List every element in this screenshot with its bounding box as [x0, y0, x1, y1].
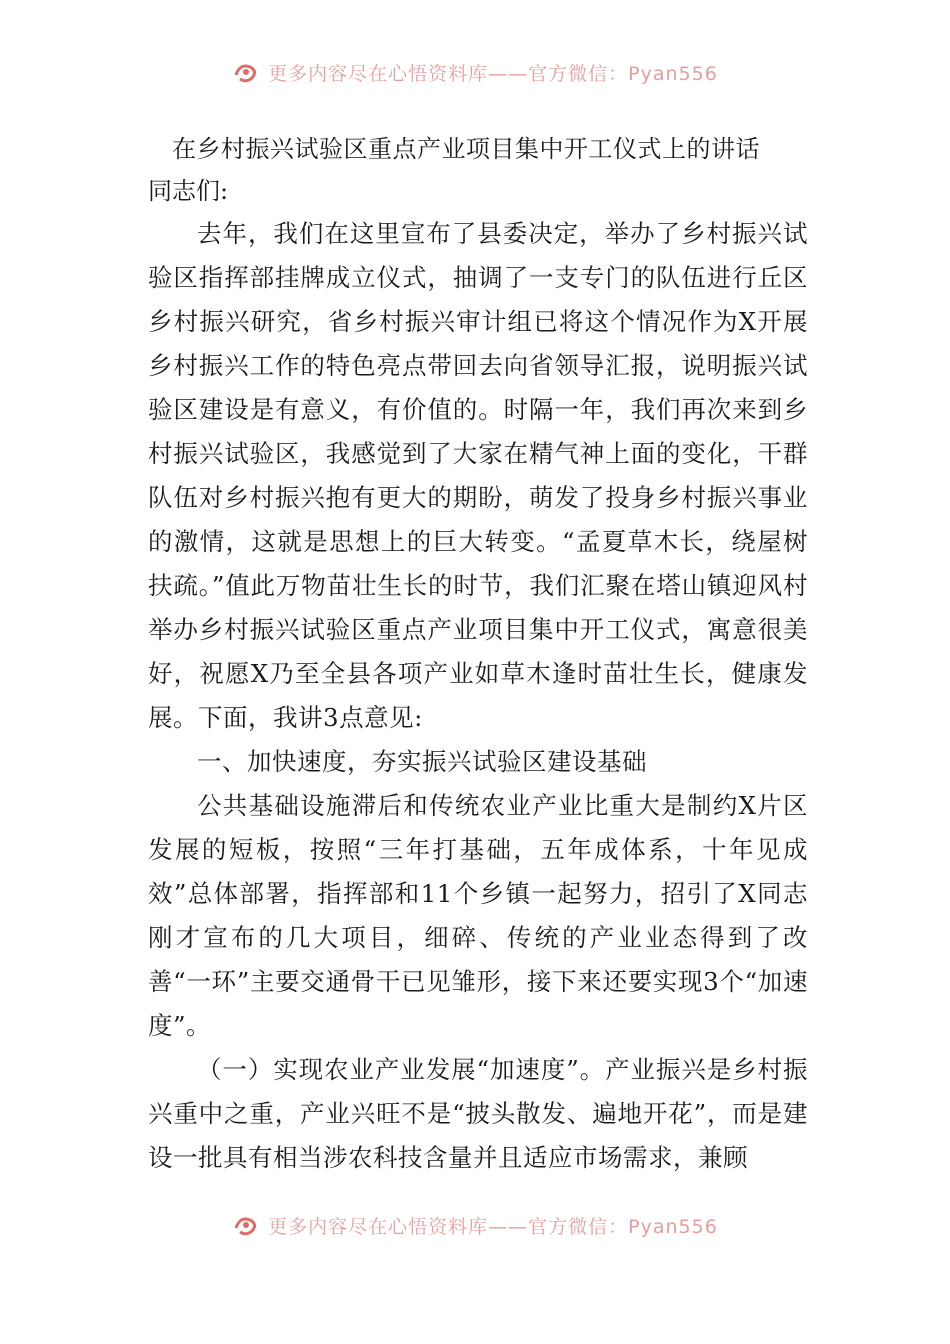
watermark-footer [0, 1205, 950, 1245]
watermark-header [0, 52, 950, 92]
paragraph-agriculture: （一）实现农业产业发展“加速度”。产业振兴是乡村振兴重中之重，产业兴旺不是“披头散发、遍地开花”，而是建设一批具有相当涉农科技含量并且适应市场需求，兼顾 [148, 1055, 808, 1172]
watermark-text: 更多内容尽在心悟资料库——官方微信：Pyan556 [268, 62, 718, 85]
document-body [148, 128, 808, 1180]
document-title: 在乡村振兴试验区重点产业项目集中开工仪式上的讲话 [172, 135, 760, 163]
brand-logo-icon [232, 1214, 262, 1236]
watermark-text: 更多内容尽在心悟资料库——官方微信：Pyan556 [268, 1215, 718, 1238]
section-heading: 一、加快速度，夯实振兴试验区建设基础 [197, 747, 647, 776]
paragraph-infrastructure: 公共基础设施滞后和传统农业产业比重大是制约X片区发展的短板，按照“三年打基础，五年成体系，十年见成效”总体部署，指挥部和11个乡镇一起努力，招引了X同志刚才宣布的几大项目，细碎、传统的产业业态得到了改善“一环”主要交通骨干已见雏形，接下来还要实现3个“加速度”。 [148, 791, 808, 1040]
paragraph-intro: 去年，我们在这里宣布了县委决定，举办了乡村振兴试验区指挥部挂牌成立仪式，抽调了一支专门的队伍进行丘区乡村振兴研究，省乡村振兴审计组已将这个情况作为X开展乡村振兴工作的特色亮点带回去向省领导汇报，说明振兴试验区建设是有意义，有价值的。时隔一年，我们再次来到乡村振兴试验区，我感觉到了大家在精气神上面的变化，干群队伍对乡村振兴抱有更大的期盼，萌发了投身乡村振兴事业的激情，这就是思想上的巨大转变。“孟夏草木长，绕屋树扶疏。”值此万物苗壮生长的时节，我们汇聚在塔山镇迎风村举办乡村振兴试验区重点产业项目集中开工仪式，寓意很美好，祝愿X乃至全县各项产业如草木逢时苗壮生长，健康发展。下面，我讲3点意见: [148, 219, 808, 732]
brand-logo-icon [232, 61, 262, 83]
salutation: 同志们: [148, 177, 229, 205]
